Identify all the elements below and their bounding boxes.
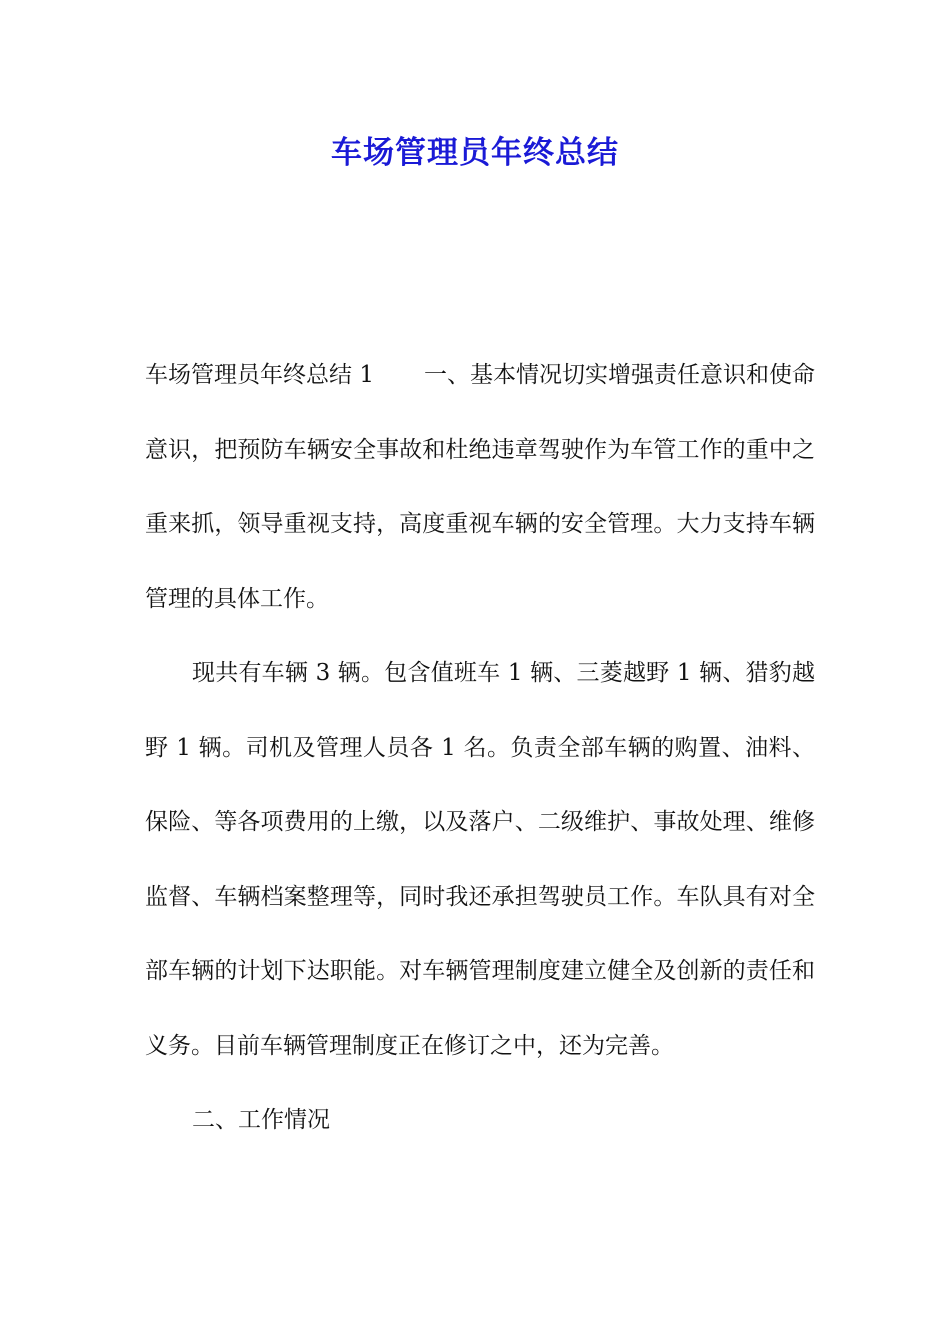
- document-title: 车场管理员年终总结: [331, 135, 619, 171]
- document-body: [145, 338, 815, 1158]
- paragraph-lead: 车场管理员年终总结 1: [145, 362, 374, 388]
- paragraph-text: 一、基本情况切实增强责任意识和使命意识，把预防车辆安全事故和杜绝违章驾驶作为车管工作的重中之重来抓，领导重视支持，高度重视车辆的安全管理。大力支持车辆管理的具体工作。: [145, 362, 815, 612]
- paragraph-intro: [145, 338, 815, 636]
- paragraph-vehicles: 现共有车辆 3 辆。包含值班车 1 辆、三菱越野 1 辆、猎豹越野 1 辆。司机及管理人员各 1 名。负责全部车辆的购置、油料、保险、等各项费用的上缴，以及落户、二级维护、事故处理、维修监督、车辆档案整理等，同时我还承担驾驶员工作。车队具有对全部车辆的计划下达职能。对车辆管理制度建立健全及创新的责任和义务。目前车辆管理制度正在修订之中，还为完善。: [145, 660, 815, 1059]
- section-heading-work: 二、工作情况: [192, 1107, 330, 1133]
